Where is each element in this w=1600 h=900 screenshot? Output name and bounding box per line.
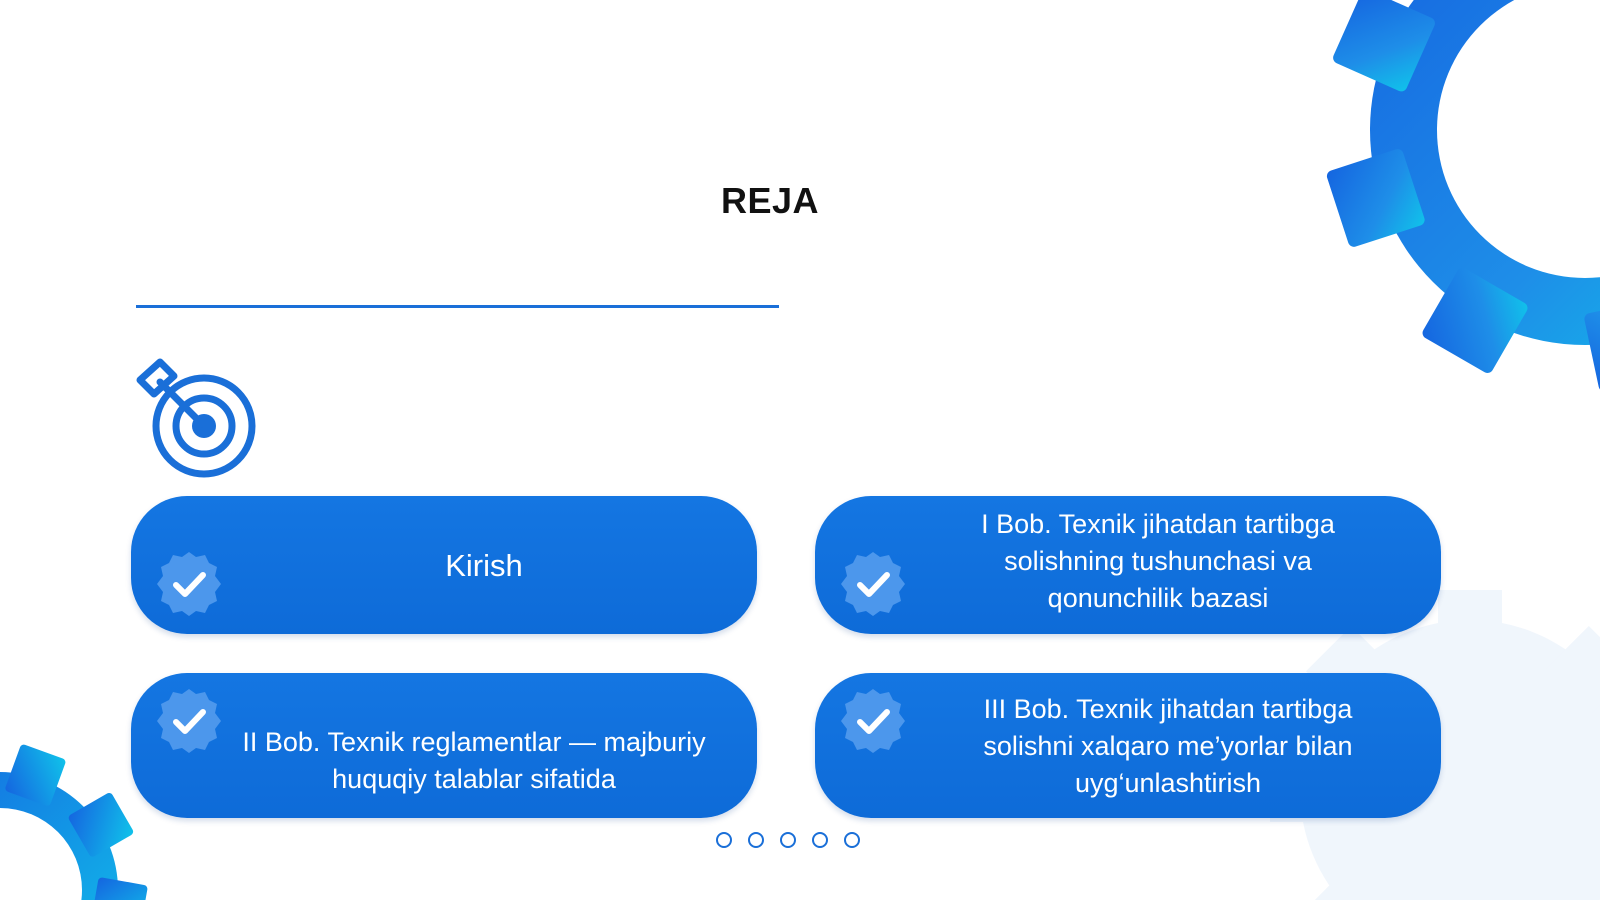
plan-item-chapter-1[interactable] [815, 496, 1441, 634]
pager-dot-4[interactable] [812, 832, 828, 848]
check-badge-icon [839, 687, 907, 755]
check-badge-icon [155, 550, 223, 618]
plan-item-chapter-3[interactable] [815, 673, 1441, 818]
plan-item-label: III Bob. Texnik jihatdan tartibga solishni xalqaro me’yorlar bilan uyg‘unlashtirish [983, 694, 1353, 798]
slide-title: REJA [720, 180, 820, 221]
plan-item-label: I Bob. Texnik jihatdan tartibga solishning tushunchasi va qonunchilik bazasi [981, 508, 1335, 613]
pager-dot-1[interactable] [716, 832, 732, 848]
plan-item-chapter-2[interactable] [131, 673, 757, 818]
pager-dot-5[interactable] [844, 832, 860, 848]
check-badge-icon [839, 550, 907, 618]
plan-item-label: II Bob. Texnik reglamentlar — majburiy huquqiy talablar sifatida [242, 726, 706, 794]
plan-item-label: Kirish [445, 547, 523, 583]
plan-item-kirish[interactable] [131, 496, 757, 634]
pager-dot-2[interactable] [748, 832, 764, 848]
slide-pager [716, 832, 860, 848]
title-underline [136, 305, 779, 308]
target-with-arrow-icon [134, 356, 262, 480]
check-badge-icon [155, 687, 223, 755]
pager-dot-3[interactable] [780, 832, 796, 848]
